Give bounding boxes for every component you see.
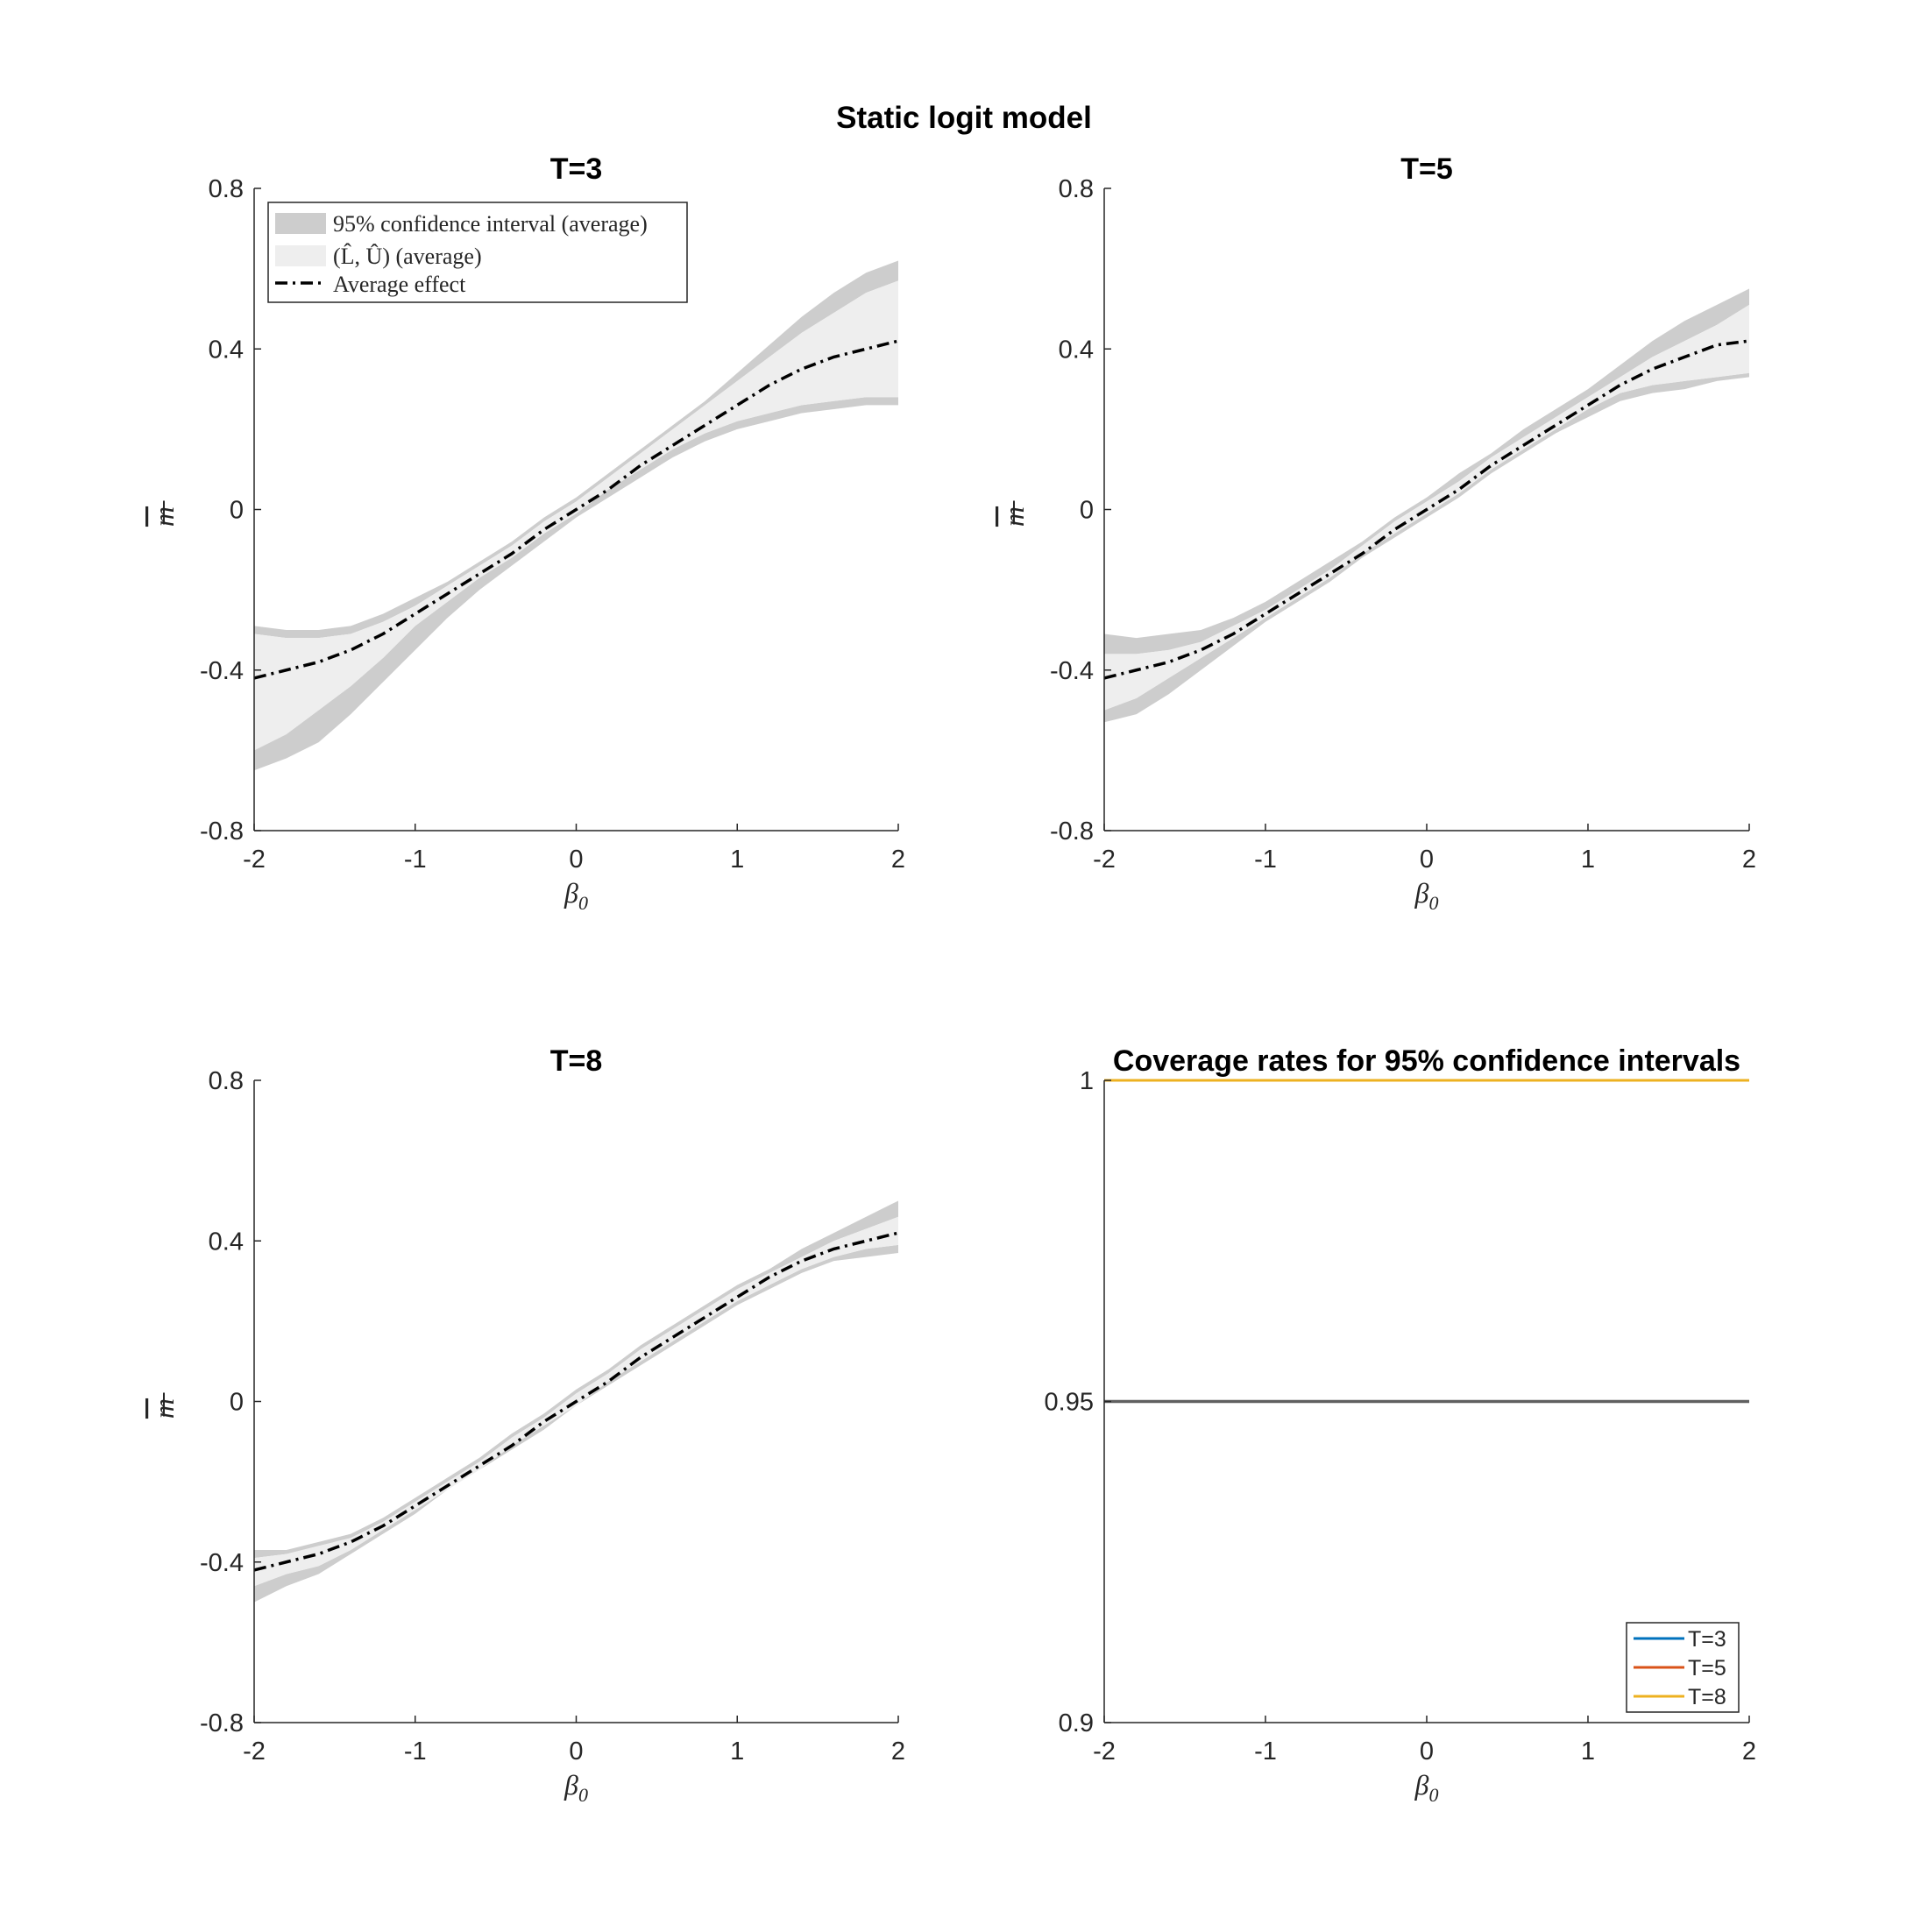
x-tick-label: 0	[1419, 846, 1435, 874]
x-tick-label: 1	[730, 846, 745, 874]
y-tick-label: 0.8	[1058, 175, 1094, 203]
x-tick-label: -2	[1093, 846, 1116, 874]
y-tick-label: 0	[1079, 496, 1094, 525]
y-tick-label: -0.8	[1050, 817, 1094, 846]
coverage-legend-label: T=8	[1688, 1685, 1726, 1709]
x-tick-label: 2	[1741, 1737, 1757, 1766]
x-tick-label: 1	[1580, 1737, 1596, 1766]
x-tick-label: 2	[1741, 846, 1757, 874]
x-axis-label: $\beta_0$	[1414, 877, 1439, 914]
panel-title: T=8	[549, 1044, 603, 1078]
x-axis-label: $\beta_0$	[1414, 1769, 1439, 1806]
x-tick-label: 1	[1580, 846, 1596, 874]
panel-title: T=3	[549, 152, 603, 186]
x-tick-label: -1	[1254, 846, 1277, 874]
y-tick-label: 0	[229, 1388, 244, 1417]
y-tick-label: -0.4	[200, 1548, 244, 1577]
legend-swatch-ci	[275, 213, 326, 234]
y-tick-label: 0	[229, 496, 244, 525]
x-tick-label: 1	[730, 1737, 745, 1766]
x-tick-label: -2	[243, 846, 266, 874]
y-tick-label: 0.4	[208, 1228, 244, 1256]
y-axis-label: m	[148, 1398, 180, 1419]
x-tick-label: -1	[403, 846, 427, 874]
coverage-legend-label: T=5	[1688, 1656, 1726, 1681]
x-tick-label: -1	[1254, 1737, 1277, 1766]
x-tick-label: -1	[403, 1737, 427, 1766]
y-tick-label: 0.95	[1044, 1388, 1094, 1417]
x-tick-label: 0	[1419, 1737, 1435, 1766]
y-tick-label: 0.9	[1058, 1709, 1094, 1737]
y-tick-label: -0.4	[1050, 656, 1094, 685]
figure-title: Static logit model	[836, 101, 1092, 135]
y-tick-label: -0.8	[200, 1709, 244, 1737]
x-tick-label: 2	[890, 846, 906, 874]
x-tick-label: -2	[243, 1737, 266, 1766]
legend-label-ci: 95% confidence interval (average)	[333, 211, 648, 237]
y-tick-label: 1	[1079, 1067, 1094, 1095]
legend-swatch-lu	[275, 245, 326, 266]
y-tick-label: 0.4	[208, 336, 244, 364]
y-tick-label: -0.4	[200, 656, 244, 685]
y-tick-label: 0.4	[1058, 336, 1094, 364]
legend-label-average: Average effect	[333, 272, 466, 297]
x-tick-label: 2	[890, 1737, 906, 1766]
y-tick-label: 0.8	[208, 175, 244, 203]
x-axis-label: $\beta_0$	[564, 877, 588, 914]
y-tick-label: 0.8	[208, 1067, 244, 1095]
x-tick-label: 0	[569, 846, 584, 874]
y-axis-label: m	[998, 506, 1030, 527]
coverage-legend-label: T=3	[1688, 1627, 1726, 1652]
y-axis-label: m	[148, 506, 180, 527]
panel-title: Coverage rates for 95% confidence intervals	[1112, 1044, 1741, 1078]
x-tick-label: -2	[1093, 1737, 1116, 1766]
x-tick-label: 0	[569, 1737, 584, 1766]
panel-title: T=5	[1400, 152, 1453, 186]
x-axis-label: $\beta_0$	[564, 1769, 588, 1806]
legend-label-lu: (L̂, Û) (average)	[333, 244, 482, 269]
y-tick-label: -0.8	[200, 817, 244, 846]
